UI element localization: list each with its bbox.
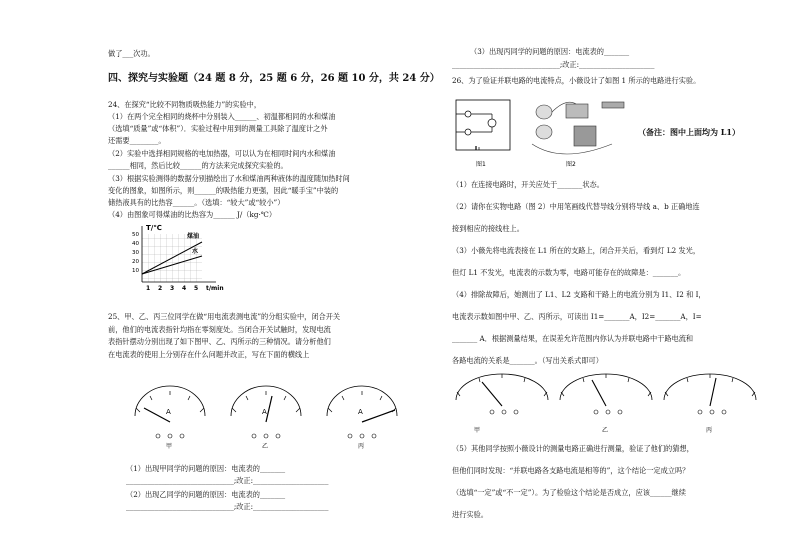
needle <box>266 396 272 422</box>
q24-line: （3）根据实验测得的数据分别描绘出了水和煤油两种液体的温度随加热时间 <box>108 174 350 183</box>
q25-line: 在电流表的使用上分别存在什么问题并改正，写在下面的横线上 <box>108 350 310 359</box>
answer-1b: ______________________________;改正:_____________________ <box>126 476 329 485</box>
needle <box>362 410 395 422</box>
meter-caption: 甲 <box>166 443 173 450</box>
figure-note: （备注：图中上面均为 L1） <box>638 127 740 137</box>
needle <box>592 380 606 406</box>
y-axis-label: T/℃ <box>146 224 162 232</box>
q26-part5-line: 进行实验。 <box>452 510 488 519</box>
answer-2a: （2）出现乙同学的问题的原因：电流表的_______ <box>126 490 286 499</box>
meter-unit: A <box>358 408 363 416</box>
x-tick: 5 <box>194 285 199 292</box>
q24-line: 24、在探究“比较不同物质吸热能力”的实验中， <box>108 100 262 109</box>
q26-line: （3）小薇先将电流表接在 L1 所在的支路上，闭合开关后，看到灯 L2 发光， <box>452 246 701 255</box>
q26-part5-line: 但他们同时发现：“并联电路各支路电流是相等的”，这个结论一定成立吗？ <box>452 466 690 475</box>
meter-unit: A <box>262 408 267 416</box>
q26-line: 但灯 L1 不发光，电流表的示数为零，电路可能存在的故障是：_______。 <box>452 268 686 277</box>
answer-2b: ______________________________;改正:_____________________ <box>126 502 329 511</box>
x-tick: 3 <box>170 285 175 292</box>
q24-line: （1）在两个完全相同的烧杯中分别装入______、初温都相同的水和煤油 <box>108 112 336 121</box>
meter-caption: 乙 <box>602 427 609 434</box>
q24-line: 还需要________。 <box>108 136 166 145</box>
meter-caption: 甲 <box>474 427 481 434</box>
y-tick: 30 <box>132 250 139 256</box>
answer-1a: （1）出现甲同学的问题的原因：电流表的_______ <box>126 464 286 473</box>
q24-line: 变化的图象，如图所示，则______的吸热能力更强，因此“暖手宝”中装的 <box>108 186 339 195</box>
y-tick: 50 <box>132 232 139 238</box>
q24-line: ______相同，然后比较______的方法来完成探究实验的。 <box>108 161 288 170</box>
figure-2-label: 图2 <box>566 161 576 168</box>
meter-caption: 丙 <box>706 427 713 434</box>
y-tick: 40 <box>132 241 139 247</box>
q26-part5-line: （选填“一定”或“不一定”）。为了检验这个结论是否成立，应该______继续 <box>452 488 686 497</box>
q26-line: （2）请你在实物电路（图 2）中用笔画线代替导线分别将导线 a、b 正确地连 <box>452 202 700 211</box>
ammeter-yi <box>226 378 306 450</box>
q26-line: 各路电流的关系是_______。（写出关系式即可） <box>452 356 603 365</box>
answer-3a: （3）出现丙同学的问题的原因：电流表的_______ <box>470 47 630 56</box>
meter-unit: A <box>166 408 171 416</box>
y-tick: 20 <box>132 259 139 265</box>
ammeter-bing-right <box>660 370 760 436</box>
q24-line: （4）由图象可得煤油的比热容为______ J/（kg·℃） <box>108 210 277 219</box>
x-axis-label: t/min <box>206 285 224 292</box>
figure-1-circuit <box>452 94 516 172</box>
meter-caption: 丙 <box>358 443 365 450</box>
figure-1-label: 图1 <box>476 161 486 168</box>
temperature-graph <box>112 222 242 302</box>
q26-line: 接到相应的接线柱上。 <box>452 224 524 233</box>
figure-2-physical-circuit <box>522 94 632 172</box>
ammeter-jia-right <box>452 370 552 436</box>
q25-line: 表指针摆动分别出现了如下图甲、乙、丙所示的三种情况。请分析他们 <box>108 337 331 346</box>
ammeter-bing <box>322 378 402 450</box>
meter-caption: 乙 <box>262 443 269 450</box>
q24-line: （选填“质量”或“体积”）．实验过程中用到的测量工具除了温度计之外 <box>108 124 328 133</box>
needle <box>482 382 502 406</box>
water-label: 水 <box>192 248 199 255</box>
q26-line: 电流表示数如图中甲、乙、丙所示，可读出 I1=_______A，I2=_______A，I= <box>452 312 702 321</box>
q24-line: （2）实验中选择相同规格的电加热器，可以认为在相同时间内水和煤油 <box>108 149 336 158</box>
q26-line: （4）排除故障后，她测出了 L1、L2 支路和干路上的电流分别为 I1、I2 和 I， <box>452 290 706 299</box>
q26-intro: 26、为了验证并联电路的电流特点，小薇设计了如图 1 所示的电路进行实验。 <box>452 76 701 85</box>
ammeter-jia <box>130 378 210 450</box>
section-title: 四、探究与实验题（24 题 8 分，25 题 6 分，26 题 10 分，共 24 分） <box>108 73 440 84</box>
needle <box>710 378 716 406</box>
q26-part5-line: （5）其他同学按照小薇设计的测量电路正确进行测量，验证了他们的猜想， <box>452 444 694 453</box>
q25-line: 前，他们的电流表指针均指在零刻度处。当闭合开关试触时，发现电流 <box>108 325 331 334</box>
y-tick: 10 <box>132 268 139 274</box>
x-tick: 2 <box>158 285 163 292</box>
q25-line: 25、甲、乙、丙三位同学在做“用电流表测电流”的分组实验中，闭合开关 <box>108 312 341 321</box>
answer-3b: ______________________________;改正:_____________________ <box>452 60 655 69</box>
q24-line: 储热液具有的比热容______。（选填：“较大”或“较小”） <box>108 198 285 207</box>
q26-line: （1）在连接电路时，开关应处于_______状态。 <box>452 180 604 189</box>
q26-line: _______ A．根据测量结果，在误差允许范围内你认为并联电路中干路电流和 <box>452 334 694 343</box>
meter-row-right <box>452 370 768 440</box>
x-tick: 1 <box>146 285 151 292</box>
kerosene-label: 煤油 <box>187 233 200 240</box>
ammeter-yi-right <box>556 370 656 436</box>
line-prev: 做了___次功。 <box>108 49 155 58</box>
meter-row <box>130 378 420 456</box>
x-tick: 4 <box>182 285 187 292</box>
